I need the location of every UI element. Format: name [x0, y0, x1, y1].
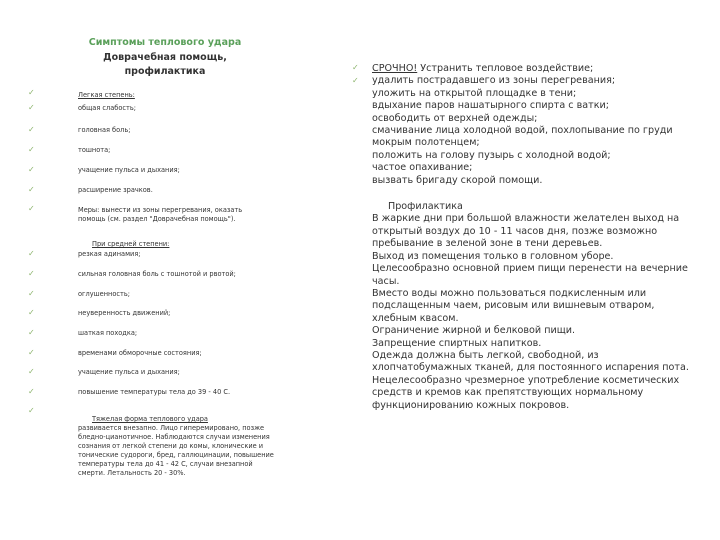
prevention-line: Нецелесообразно чрезмерное употребление косметических средств и кремов как препятствующих нормальному функционированию кожных покровов.: [372, 374, 680, 411]
prevention-line: Ограничение жирной и белковой пищи.: [372, 325, 576, 337]
severe-heading: Тяжелая форма теплового удара: [92, 415, 208, 423]
list-item-text: повышение температуры тела до 39 - 40 С.: [78, 388, 231, 396]
list-item-text: тошнота;: [78, 146, 111, 154]
first-aid-line: освободить от верхней одежды;: [372, 112, 538, 124]
check-icon: ✓: [352, 63, 359, 72]
first-aid-line: удалить пострадавшего из зоны перегревания;: [372, 75, 616, 87]
first-aid-line: СРОЧНО! Устранить тепловое воздействие;: [372, 63, 594, 74]
first-aid-list: [372, 63, 692, 412]
title-line-2: профилактика: [124, 66, 206, 77]
first-aid-line: вызвать бригаду скорой помощи.: [372, 174, 543, 186]
check-icon: ✓: [28, 125, 35, 134]
list-item-text: шаткая походка;: [78, 329, 138, 337]
check-icon: ✓: [28, 185, 35, 194]
prevention-title: Профилактика: [388, 201, 463, 213]
urgent-word: СРОЧНО!: [372, 63, 418, 74]
check-icon: ✓: [28, 145, 35, 154]
first-aid-line: вдыхание паров нашатырного спирта с ватки;: [372, 100, 609, 112]
list-item-text: учащение пульса и дыхания;: [78, 166, 180, 174]
first-aid-line: уложить на открытой площадке в тени;: [372, 87, 577, 99]
prevention-line: Выход из помещения только в головном уборе.: [372, 250, 614, 262]
prevention-line: Запрещение спиртных напитков.: [372, 337, 542, 349]
severe-text: развивается внезапно. Лицо гиперемировано, позже бледно-цианотичное. Наблюдаются случаи изменения сознания от легкой степени до комы, клонические и тонические судороги, бред, галлюцинации, повышение температуры тела до 41 - 42 С, случаи внезапной смерти. Летальность 20 - 30%.: [78, 424, 274, 477]
check-icon: ✓: [28, 249, 35, 258]
list-item-text: неуверенность движений;: [78, 309, 171, 317]
check-icon: ✓: [28, 367, 35, 376]
list-item-text: резкая адинамия;: [78, 250, 141, 258]
list-item-text: головная боль;: [78, 126, 131, 134]
check-icon: ✓: [28, 204, 35, 213]
first-aid-line: частое опахивание;: [372, 162, 473, 174]
medium-heading: При средней степени:: [92, 240, 170, 248]
title-line-1: Доврачебная помощь,: [103, 52, 227, 63]
list-item-text: расширение зрачков.: [78, 186, 153, 194]
check-icon: ✓: [28, 103, 35, 112]
measures-text: Меры: вынести из зоны перегревания, оказать помощь (см. раздел "Доврачебная помощь").: [78, 206, 243, 223]
prevention-line: Одежда должна быть легкой, свободной, из хлопчатобумажных тканей, для постоянного испарения пота.: [372, 349, 689, 374]
prevention-line: Вместо воды можно пользоваться подкисленным или подслащенным чаем, рисовым или вишневым отваром, хлебным квасом.: [372, 287, 655, 324]
check-icon: ✓: [28, 328, 35, 337]
check-icon: ✓: [28, 348, 35, 357]
check-icon: ✓: [28, 88, 35, 97]
check-icon: ✓: [28, 308, 35, 317]
first-aid-line: положить на голову пузырь с холодной водой;: [372, 149, 611, 161]
list-item-text: общая слабость;: [78, 104, 136, 112]
check-icon: ✓: [352, 76, 359, 85]
list-item-text: сильная головная боль с тошнотой и рвотой;: [78, 270, 236, 278]
first-aid-line: смачивание лица холодной водой, похлопывание по груди мокрым полотенцем;: [372, 125, 673, 149]
prevention-line: Целесообразно основной прием пищи перенести на вечерние часы.: [372, 263, 688, 287]
symptoms-title: Симптомы теплового удара: [88, 37, 242, 48]
check-icon: ✓: [28, 387, 35, 396]
check-icon: ✓: [28, 289, 35, 298]
list-item-text: учащение пульса и дыхания;: [78, 368, 180, 376]
mild-heading: Легкая степень:: [78, 91, 135, 99]
check-icon: ✓: [28, 269, 35, 278]
prevention-line: В жаркие дни при большой влажности желателен выход на открытый воздух до 10 - 11 часов дня, позже возможно пребывание в зеленой зоне в тени деревьев.: [372, 213, 680, 250]
check-icon: ✓: [28, 165, 35, 174]
list-item-text: временами обморочные состояния;: [78, 349, 202, 357]
check-icon: ✓: [28, 406, 35, 415]
page-title: [60, 51, 270, 79]
list-item-text: оглушенность;: [78, 290, 130, 298]
